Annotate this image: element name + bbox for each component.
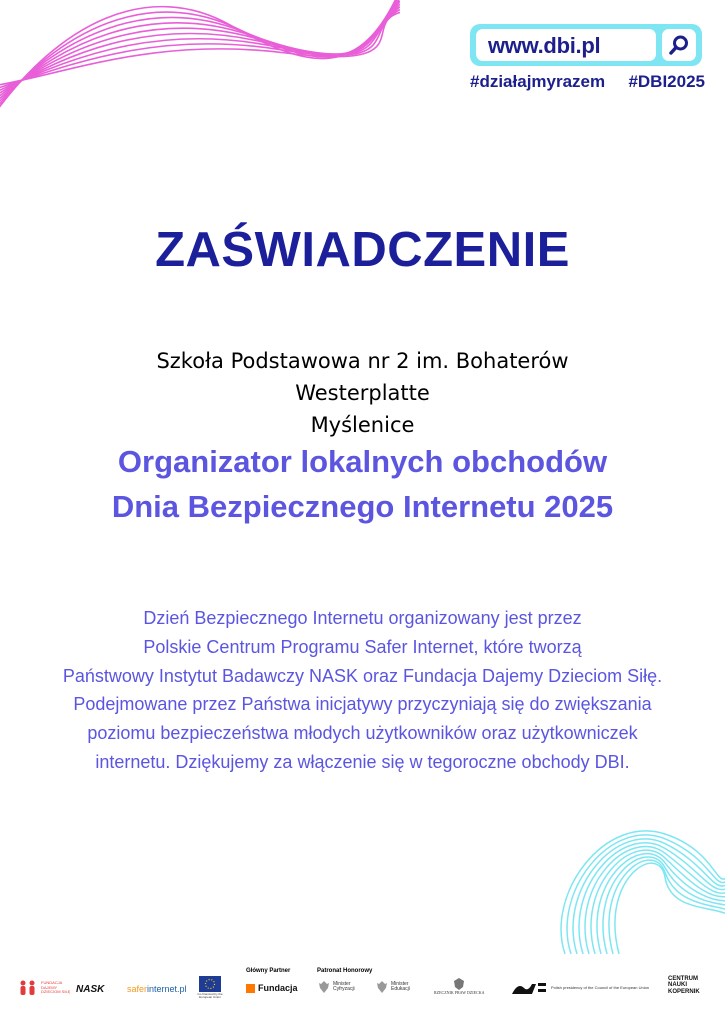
eagle-emblem-icon (318, 980, 330, 994)
partner-caption: Główny Partner (246, 968, 291, 974)
eu-text: Co-financed by the European Union (197, 992, 223, 1000)
certificate-title: ZAŚWIADCZENIE (155, 223, 570, 277)
orange-square-icon (246, 984, 255, 993)
eu-logo (196, 976, 224, 1000)
body-line: Polskie Centrum Programu Safer Internet, które tworzą (143, 636, 582, 657)
presidency-logo (510, 980, 651, 996)
emblem-icon (454, 978, 464, 990)
school-city: Myślenice (310, 413, 415, 437)
minister-edukacji-logo (376, 980, 415, 994)
search-icon (668, 34, 690, 56)
hashtag-dbi2025: #DBI2025 (628, 72, 705, 91)
children-icon (18, 980, 38, 996)
hashtag-dzialajmy: #działajmyrazem (470, 72, 606, 91)
school-line-2: Westerplatte (295, 381, 430, 405)
search-button (662, 29, 696, 61)
search-box (470, 24, 702, 66)
footer-logos (0, 966, 725, 1016)
saferinternet-logo (127, 984, 187, 994)
minister-edukacji-text: Minister Edukacji (391, 980, 410, 992)
body-line: internetu. Dziękujemy za włączenie się w tegoroczne obchody DBI. (95, 751, 630, 772)
cnk-line-2: NAUKI (668, 982, 687, 989)
hashtags (470, 72, 705, 92)
safer-text: safer (127, 984, 148, 994)
body-line: poziomu bezpieczeństwa młodych użytkowników oraz użytkowniczek (87, 723, 638, 744)
school-line-1: Szkoła Podstawowa nr 2 im. Bohaterów (156, 349, 569, 373)
search-text: www.dbi.pl (488, 33, 601, 58)
minister-cyfryzacji-text: Minister Cyfryzacji (333, 980, 355, 992)
eu-flag-icon (199, 976, 221, 992)
rpd-text: RZECZNIK PRAW DZIECKA (434, 990, 485, 995)
search-field (476, 29, 656, 61)
cnk-line-1: CENTRUM (668, 976, 698, 982)
cnk-line-3: KOPERNIK (668, 988, 700, 995)
school-name (100, 346, 625, 442)
body-paragraph (0, 604, 725, 777)
pink-wave-line (0, 0, 400, 120)
rpd-logo (434, 978, 485, 995)
eagle-emblem-icon (376, 980, 388, 994)
orange-fundacja-logo (246, 983, 298, 993)
internet-text: internet.pl (147, 984, 187, 994)
pink-waves-decoration (0, 0, 400, 150)
presidency-text: Polish presidency of the Council of the European Union (551, 984, 650, 990)
body-line: Państwowy Instytut Badawczy NASK oraz Fundacja Dajemy Dzieciom Siłę. (62, 665, 663, 686)
cyan-waves-decoration (545, 804, 725, 954)
body-line: Dzień Bezpiecznego Internetu organizowany jest przez (143, 608, 582, 628)
presidency-mark-icon (510, 980, 548, 996)
organizer-line-2: Dnia Bezpiecznego Internetu 2025 (111, 488, 614, 524)
organizer-line-1: Organizator lokalnych obchodów (117, 444, 608, 479)
centrum-nauki-kopernik-logo (668, 976, 700, 995)
minister-cyfryzacji-logo (318, 980, 359, 994)
orange-fundacja-text: Fundacja (258, 983, 298, 993)
fdds-text: FUNDACJA DAJEMY DZIECIOM SIŁĘ (41, 980, 71, 995)
fdds-logo (18, 980, 71, 996)
nask-logo: NASK (76, 984, 105, 995)
pink-wave-line (0, 10, 400, 91)
body-line: Podejmowane przez Państwa inicjatywy przyczyniają się do zwiększania (73, 694, 652, 715)
cyan-wave-line (609, 860, 725, 954)
patronage-caption: Patronat Honorowy (317, 968, 373, 974)
organizer-heading (0, 440, 725, 530)
